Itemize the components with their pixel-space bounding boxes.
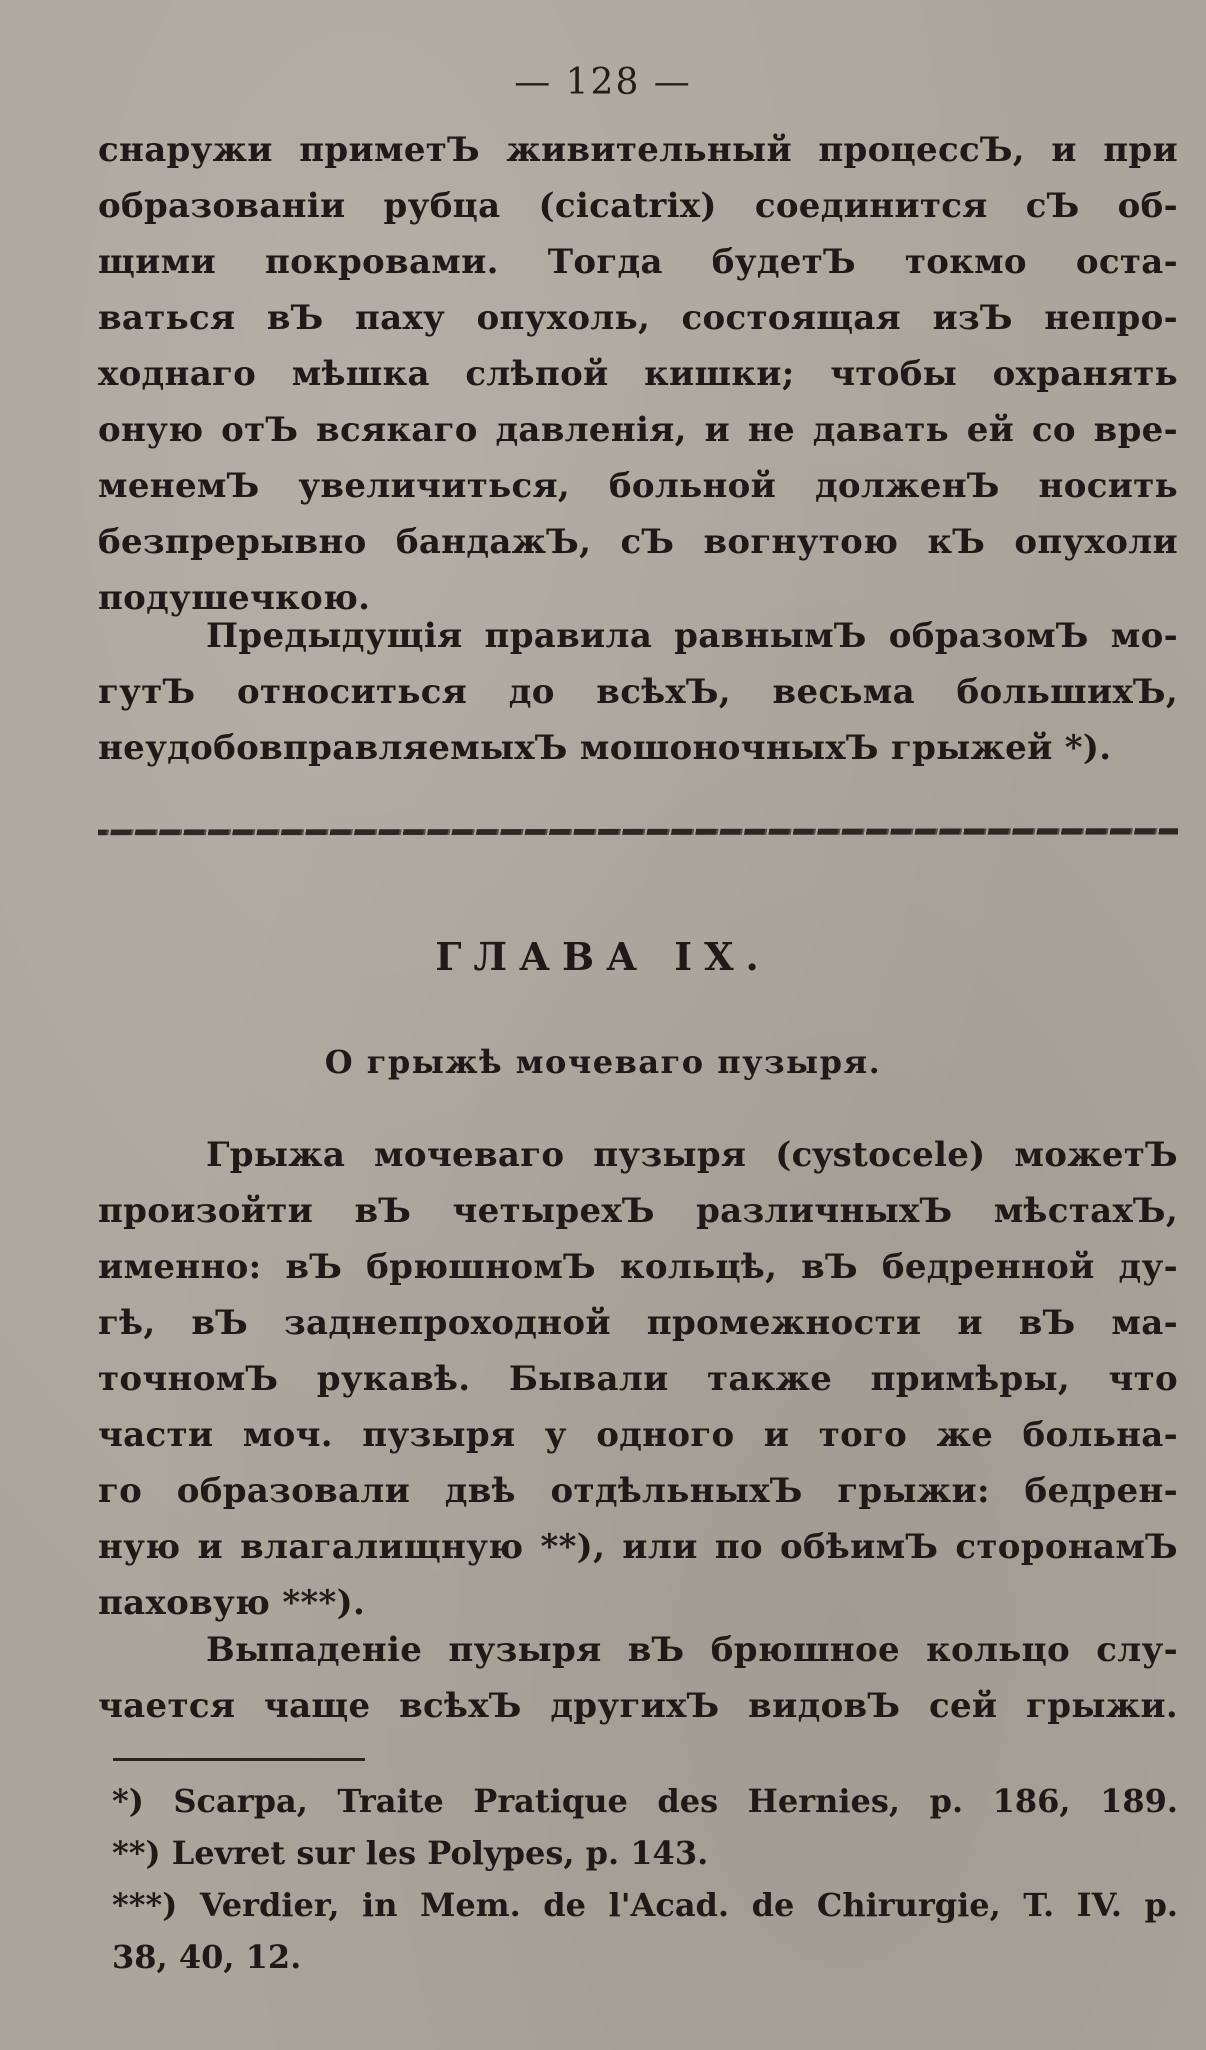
text-line: Выпаденіе пузыря вЪ брюшное кольцо слу- bbox=[206, 1630, 1178, 1670]
text-line: части моч. пузыря у одного и того же больна- bbox=[98, 1415, 1178, 1455]
ornamental-divider bbox=[98, 824, 1178, 838]
footnote: ***) Verdier, in Mem. de l'Acad. de Chirurgie, T. IV. p. bbox=[112, 1886, 1178, 1924]
text-line: го образовали двѣ отдѣльныхЪ грыжи: бедрен- bbox=[98, 1471, 1178, 1511]
text-line: неудобовправляемыхЪ мошоночныхЪ грыжей *). bbox=[98, 728, 1112, 768]
chapter-subtitle: О грыжѣ мочеваго пузыря. bbox=[324, 1043, 882, 1081]
footnote: *) Scarpa, Traite Pratique des Hernies, p. 186, 189. bbox=[112, 1782, 1178, 1820]
text-line: паховую ***). bbox=[98, 1583, 366, 1623]
text-line: ходнаго мѣшка слѣпой кишки; чтобы охранять bbox=[98, 354, 1178, 394]
page-number: — 128 — bbox=[514, 62, 692, 103]
paragraph bbox=[98, 1127, 1178, 1631]
text-line: гѣ, вЪ заднепроходной промежности и вЪ ма- bbox=[98, 1303, 1178, 1343]
text-line: менемЪ увеличиться, больной долженЪ носить bbox=[98, 466, 1178, 506]
footnote: 38, 40, 12. bbox=[112, 1938, 302, 1976]
text-line: образованіи рубца (cicatrix) соединится сЪ об- bbox=[98, 186, 1178, 226]
paragraph bbox=[98, 1622, 1178, 1734]
text-line: именно: вЪ брюшномЪ кольцѣ, вЪ бедренной ду- bbox=[98, 1247, 1178, 1287]
footnote-rule bbox=[113, 1758, 365, 1761]
text-line: безпрерывно бандажЪ, сЪ вогнутою кЪ опухоли bbox=[98, 522, 1178, 562]
text-line: точномЪ рукавѣ. Бывали также примѣры, что bbox=[98, 1359, 1178, 1399]
text-line: чается чаще всѣхЪ другихЪ видовЪ сей грыжи. bbox=[98, 1686, 1178, 1726]
text-line: ную и влагалищную **), или по обѣимЪ сторонамЪ bbox=[98, 1527, 1178, 1567]
text-line: гутЪ относиться до всѣхЪ, весьма большихЪ, bbox=[98, 672, 1178, 712]
text-line: подушечкою. bbox=[98, 578, 371, 618]
text-line: оную отЪ всякаго давленія, и не давать ей со вре- bbox=[98, 410, 1178, 450]
text-line: щими покровами. Тогда будетЪ токмо оста- bbox=[98, 242, 1178, 282]
chapter-title: ГЛАВА IX. bbox=[435, 934, 771, 979]
text-line: Предыдущія правила равнымЪ образомЪ мо- bbox=[206, 616, 1178, 656]
paragraph bbox=[98, 608, 1178, 776]
paragraph-continuation bbox=[98, 122, 1178, 626]
footnotes bbox=[112, 1775, 1178, 1983]
text-line: снаружи приметЪ живительный процессЪ, и при bbox=[98, 130, 1178, 170]
text-line: произойти вЪ четырехЪ различныхЪ мѣстахЪ, bbox=[98, 1191, 1178, 1231]
text-line: Грыжа мочеваго пузыря (cystocele) можетЪ bbox=[206, 1135, 1178, 1175]
footnote: **) Levret sur les Polypes, p. 143. bbox=[112, 1834, 709, 1872]
text-line: ваться вЪ паху опухоль, состоящая изЪ непро- bbox=[98, 298, 1178, 338]
